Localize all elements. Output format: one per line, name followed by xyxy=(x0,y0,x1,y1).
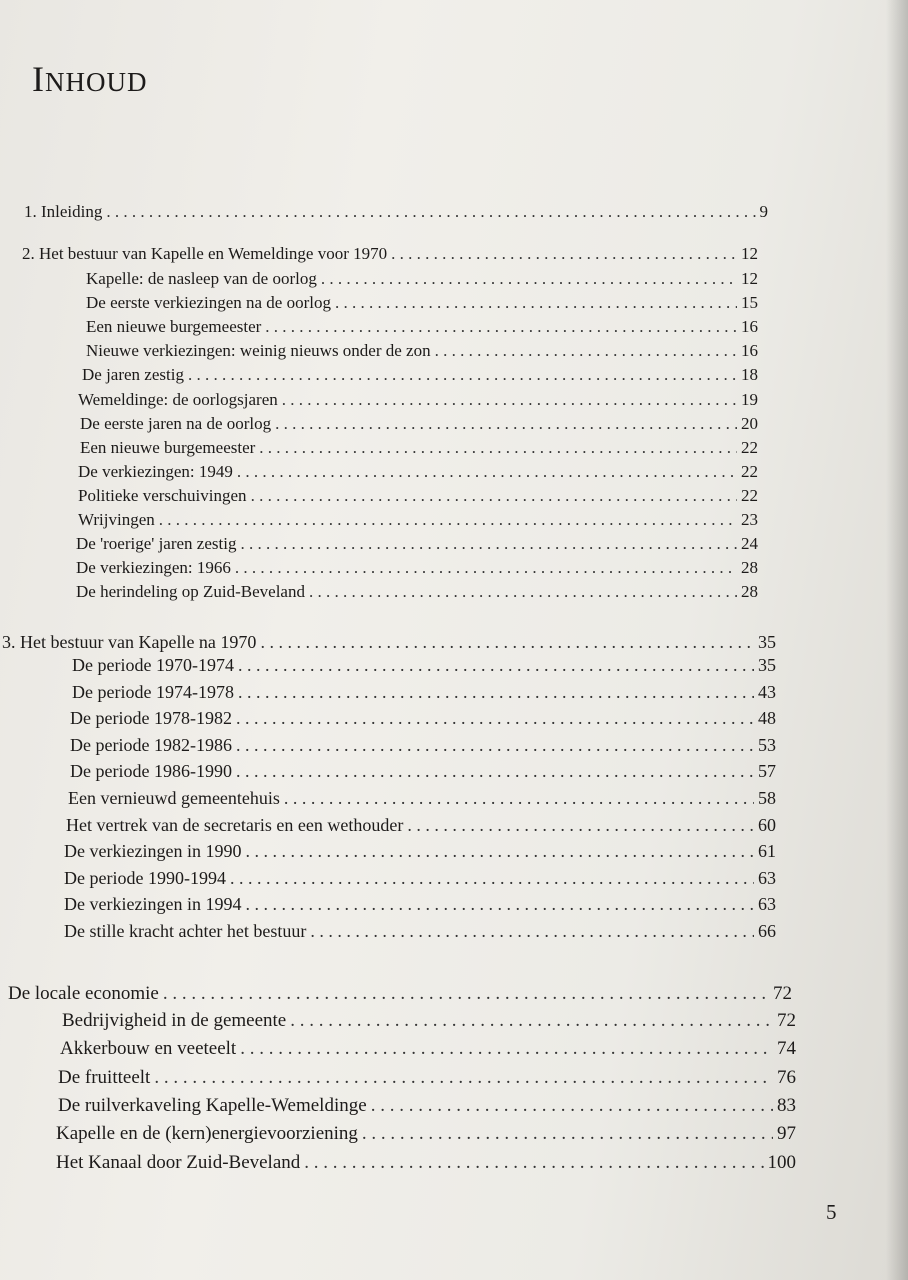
toc-entry-page: 12 xyxy=(741,244,758,263)
toc-entry-title: De eerste verkiezingen na de oorlog xyxy=(86,293,331,313)
dot-leader xyxy=(362,1123,773,1145)
dot-leader xyxy=(235,557,737,579)
toc-entry-page: 60 xyxy=(758,814,776,835)
toc-entry-page: 63 xyxy=(758,894,776,915)
toc-entry-title: De periode 1982-1986 xyxy=(70,734,232,755)
toc-subentry xyxy=(70,760,776,782)
page-number: 5 xyxy=(826,1200,837,1224)
toc-entry-page: 72 xyxy=(777,1010,796,1031)
dot-leader xyxy=(236,707,754,729)
toc-entry-page: 22 xyxy=(741,461,758,481)
toc-chapter xyxy=(2,631,776,653)
dot-leader xyxy=(309,581,737,603)
toc-subentry xyxy=(76,581,758,603)
dot-leader xyxy=(236,760,754,782)
dot-leader xyxy=(371,1095,773,1117)
dot-leader xyxy=(310,920,754,942)
toc-subentry xyxy=(64,840,776,862)
toc-entry-page: 9 xyxy=(759,202,768,221)
toc-entry-title: Een nieuwe burgemeester xyxy=(80,437,256,457)
toc-entry-title: Het vertrek van de secretaris en een wethouder xyxy=(66,814,404,835)
toc-subentry xyxy=(78,509,758,531)
toc-entry-title: 3. Het bestuur van Kapelle na 1970 xyxy=(2,632,257,652)
toc-subentry xyxy=(66,814,776,836)
toc-entry-page: 74 xyxy=(777,1038,796,1060)
toc-entry-page: 63 xyxy=(758,867,776,888)
toc-entry-page: 48 xyxy=(758,708,776,729)
toc-subentry xyxy=(60,1038,796,1060)
toc-entry-title: De fruitteelt xyxy=(58,1066,151,1088)
toc-subentry xyxy=(86,268,758,290)
dot-leader xyxy=(282,389,737,411)
dot-leader xyxy=(290,1010,773,1032)
toc-subentry xyxy=(80,413,758,435)
toc-entry-page: 12 xyxy=(741,269,758,288)
toc-entry-title: De verkiezingen: 1966 xyxy=(76,558,231,578)
toc-subentry xyxy=(56,1123,796,1145)
toc-entry-title: De periode 1978-1982 xyxy=(70,708,232,729)
dot-leader xyxy=(245,893,754,915)
dot-leader xyxy=(259,437,737,459)
toc-entry-title: Wemeldinge: de oorlogsjaren xyxy=(78,389,278,409)
toc-entry-title: Bedrijvigheid in de gemeente xyxy=(62,1010,287,1031)
dot-leader xyxy=(304,1152,763,1174)
toc-subentry xyxy=(80,437,758,459)
toc-subentry xyxy=(70,734,776,756)
dot-leader xyxy=(188,364,737,386)
toc-entry-page: 28 xyxy=(741,558,758,578)
dot-leader xyxy=(230,867,754,889)
toc-entry-title: De verkiezingen: 1949 xyxy=(78,461,233,481)
toc-entry-title: Een vernieuwd gemeentehuis xyxy=(68,788,280,808)
dot-leader xyxy=(260,631,754,653)
toc-entry-title: De periode 1990-1994 xyxy=(64,867,226,888)
toc-entry-page: 22 xyxy=(741,485,758,505)
toc-subentry xyxy=(78,461,758,483)
toc-entry-title: De herindeling op Zuid-Beveland xyxy=(76,582,305,602)
toc-entry-title: Kapelle: de nasleep van de oorlog xyxy=(86,269,317,288)
toc-entry-page: 35 xyxy=(758,632,776,652)
dot-leader xyxy=(240,533,737,555)
toc-subentry xyxy=(86,316,758,338)
dot-leader xyxy=(251,485,737,507)
toc-entry-page: 16 xyxy=(741,317,758,337)
toc-subentry xyxy=(86,340,758,362)
toc-chapter xyxy=(24,201,768,223)
toc-entry-title: De stille kracht achter het bestuur xyxy=(64,921,307,941)
toc-entry-page: 57 xyxy=(758,761,776,782)
dot-leader xyxy=(236,734,754,756)
dot-leader xyxy=(321,268,737,290)
toc-entry-page: 53 xyxy=(758,734,776,755)
dot-leader xyxy=(154,1067,773,1089)
toc-entry-title: 2. Het bestuur van Kapelle en Wemeldinge voor 1970 xyxy=(22,244,388,263)
toc-subentry xyxy=(76,533,758,555)
dot-leader xyxy=(335,292,737,314)
toc-entry-page: 28 xyxy=(741,582,758,602)
toc-subentry xyxy=(72,654,776,676)
toc-entry-page: 16 xyxy=(741,341,758,361)
toc-entry-page: 61 xyxy=(758,841,776,862)
toc-entry-page: 24 xyxy=(741,534,758,554)
toc-entry-title: De jaren zestig xyxy=(82,365,184,385)
toc-entry-page: 22 xyxy=(741,437,758,457)
toc-entry-title: De 'roerige' jaren zestig xyxy=(76,534,237,554)
toc-entry-title: Kapelle en de (kern)energievoorziening xyxy=(56,1123,358,1145)
toc-entry-page: 100 xyxy=(767,1151,796,1173)
toc-subentry xyxy=(64,920,776,942)
toc-entry-title: Het Kanaal door Zuid-Beveland xyxy=(56,1151,301,1173)
toc-subentry xyxy=(72,681,776,703)
toc-entry-page: 35 xyxy=(758,655,776,675)
dot-leader xyxy=(163,983,769,1005)
toc-entry-page: 19 xyxy=(741,389,758,409)
toc-entry-page: 18 xyxy=(741,365,758,385)
toc-entry-title: Politieke verschuivingen xyxy=(78,485,247,505)
dot-leader xyxy=(435,340,737,362)
toc-entry-title: De periode 1970-1974 xyxy=(72,655,234,675)
toc-entry-page: 66 xyxy=(758,921,776,941)
toc-subentry xyxy=(76,557,758,579)
title-rest: NHOUD xyxy=(45,67,148,98)
toc-subentry xyxy=(86,292,758,314)
toc-entry-title: De periode 1974-1978 xyxy=(72,681,234,702)
dot-leader xyxy=(238,681,754,703)
dot-leader xyxy=(391,243,737,265)
toc-subentry xyxy=(78,485,758,507)
toc-subentry xyxy=(58,1095,796,1117)
dot-leader xyxy=(265,316,737,338)
toc-entry-page: 23 xyxy=(741,510,758,529)
dot-leader xyxy=(106,201,755,223)
toc-entry-title: De ruilverkaveling Kapelle-Wemeldinge xyxy=(58,1094,367,1116)
toc-subentry xyxy=(68,787,776,809)
dot-leader xyxy=(159,509,737,531)
toc-entry-page: 15 xyxy=(741,293,758,313)
toc-entry-title: De locale economie xyxy=(8,983,159,1004)
toc-subentry xyxy=(64,867,776,889)
toc-subentry xyxy=(70,707,776,729)
dot-leader xyxy=(245,840,754,862)
toc-entry-page: 43 xyxy=(758,681,776,702)
toc-subentry xyxy=(62,1010,796,1032)
toc-subentry xyxy=(58,1067,796,1089)
toc-entry-title: Akkerbouw en veeteelt xyxy=(60,1038,237,1060)
toc-entry-page: 72 xyxy=(773,983,792,1004)
toc-entry-title: De eerste jaren na de oorlog xyxy=(80,413,272,433)
toc-entry-title: Een nieuwe burgemeester xyxy=(86,317,262,337)
toc-entry-page: 58 xyxy=(758,788,776,808)
toc-chapter xyxy=(22,243,758,265)
dot-leader xyxy=(238,654,754,676)
toc-subentry xyxy=(82,364,758,386)
dot-leader xyxy=(407,814,754,836)
toc-entry-title: Wrijvingen xyxy=(78,510,155,529)
toc-entry-page: 76 xyxy=(777,1066,796,1088)
toc-chapter xyxy=(8,983,792,1005)
toc-subentry xyxy=(78,389,758,411)
toc-subentry xyxy=(64,893,776,915)
toc-entry-title: De verkiezingen in 1994 xyxy=(64,894,242,915)
dot-leader xyxy=(275,413,737,435)
toc-entry-page: 97 xyxy=(777,1123,796,1145)
dot-leader xyxy=(240,1038,773,1060)
toc-entry-title: De periode 1986-1990 xyxy=(70,761,232,782)
toc-entry-title: 1. Inleiding xyxy=(24,202,103,221)
toc-entry-title: Nieuwe verkiezingen: weinig nieuws onder de zon xyxy=(86,341,431,361)
toc-entry-title: De verkiezingen in 1990 xyxy=(64,841,242,862)
toc-entry-page: 83 xyxy=(777,1094,796,1116)
dot-leader xyxy=(237,461,737,483)
title-initial: I xyxy=(32,59,45,100)
toc-subentry xyxy=(56,1152,796,1174)
dot-leader xyxy=(284,787,754,809)
toc-entry-page: 20 xyxy=(741,413,758,433)
